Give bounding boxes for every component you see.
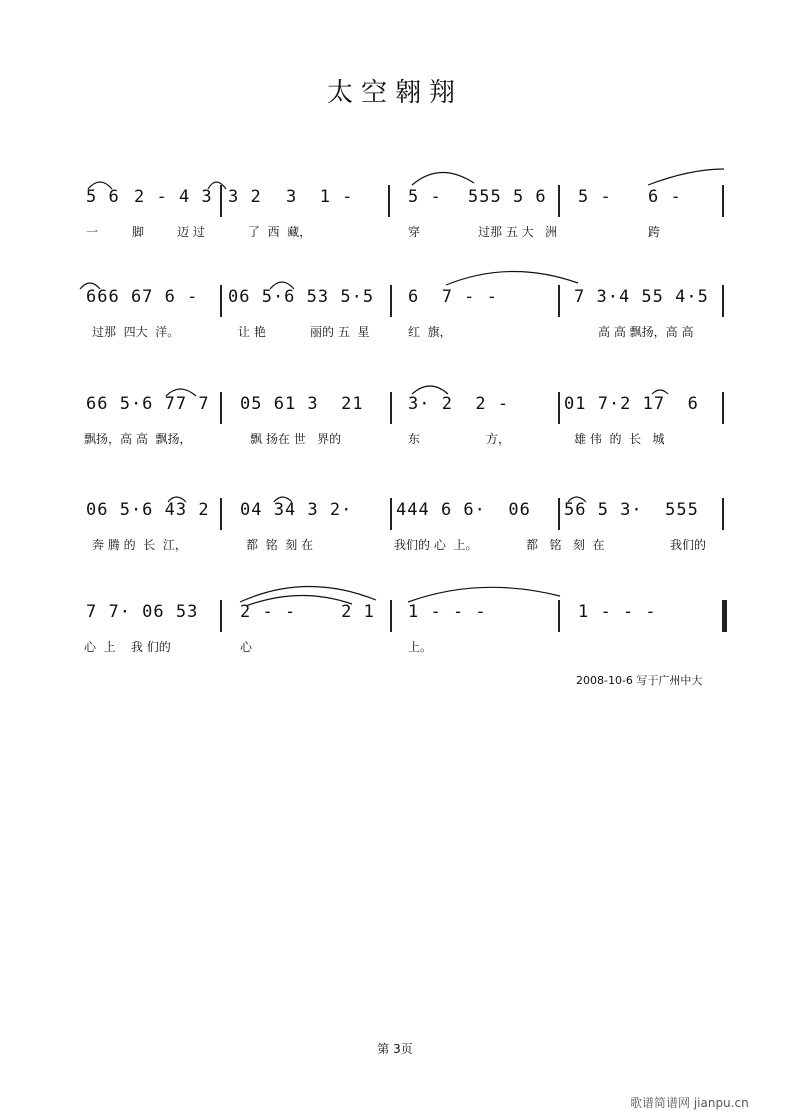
date-note: 2008-10-6 写于广州中大 [576,674,703,687]
watermark: 歌谱简谱网 jianpu.cn [630,1096,749,1110]
lyric-text: 脚 [132,225,145,239]
note-group: 2 - 4 3 [134,187,213,207]
bar-line [388,185,390,217]
bar-line [558,285,560,317]
score-line [0,165,790,275]
lyric-text: 丽的 五 星 [310,325,370,339]
bar-line [390,498,392,530]
score-line [0,478,790,588]
lyric-text: 我们的 [670,538,707,552]
lyric-text: 飘 扬在 世 界的 [250,432,342,446]
lyric-text: 都 铭 刻 在 [246,538,314,552]
note-group: 1 - - - [408,602,487,622]
bar-line [722,498,724,530]
lyric-text: 心 上 我 们的 [84,640,171,654]
bar-line [558,392,560,424]
note-group: 05 61 3 21 [240,394,364,414]
page-title: 太空翱翔 [326,78,463,108]
note-group: 06 5·6 53 5·5 [228,287,375,307]
slur-mark [412,172,474,185]
slur-mark [648,169,724,185]
bar-line [558,185,560,217]
page-number: 第 3页 [377,1042,413,1056]
bar-line [220,498,222,530]
note-group: 5 - [408,187,442,207]
lyric-text: 高 高 飘扬，高 高 [598,325,694,339]
lyric-text: 过那 五 大 洲 [478,225,558,239]
note-group: 1 - - - [578,602,657,622]
bar-line [390,392,392,424]
note-group: 444 6 6· 06 [396,500,531,520]
lyric-text: 方， [486,432,511,446]
note-group: 01 7·2 17 6 [564,394,699,414]
lyric-text: 心 [240,640,253,654]
bar-line [220,600,222,632]
lyric-text: 迈 过 [177,225,205,239]
note-group: 56 5 3· 555 [564,500,699,520]
lyric-text: 我们的 心 上。 [394,538,478,552]
note-group: 7 3·4 55 4·5 [574,287,709,307]
note-group: 7 7· 06 53 [86,602,199,622]
lyric-text: 奔 腾 的 长 江， [92,538,187,552]
lyric-text: 让 艳 [238,325,266,339]
lyric-text: 穿 [408,225,421,239]
note-group: 5 6 [86,187,120,207]
bar-line [220,392,222,424]
bar-line [558,600,560,632]
lyric-text: 跨 [648,225,661,239]
note-group: 66 5·6 77 7 [86,394,210,414]
bar-line [390,285,392,317]
note-group: 666 67 6 - [86,287,199,307]
bar-line [722,285,724,317]
lyric-text: 都 铭 刻 在 [526,538,605,552]
note-group: 555 5 6 [468,187,547,207]
note-group: 3 2 [228,187,262,207]
lyric-text: 飘扬，高 高 飘扬， [84,432,192,446]
slur-mark [408,587,560,602]
score-line [0,372,790,482]
slur-mark [412,386,448,394]
lyric-text: 雄 伟 的 长 城 [574,432,665,446]
lyric-text: 红 旗， [408,325,452,339]
lyric-text: 上。 [408,640,433,654]
note-group: 04 34 3 2· [240,500,353,520]
lyric-text: 东 [408,432,421,446]
note-group: 6 - [648,187,682,207]
slur-mark [240,586,376,602]
lyric-text: 过那 四大 洋。 [92,325,180,339]
final-bar-line [724,600,727,632]
bar-line [390,600,392,632]
note-group: 2 - - 2 1 [240,602,375,622]
bar-line [220,185,222,217]
lyric-text: 了 西 藏， [248,225,312,239]
slur-mark [446,271,578,285]
note-group: 06 5·6 43 2 [86,500,210,520]
lyric-text: 一 [86,225,99,239]
note-group: 3 1 - [286,187,354,207]
bar-line [722,392,724,424]
bar-line [722,185,724,217]
score-line [0,265,790,375]
note-group: 3· 2 2 - [408,394,510,414]
note-group: 6 7 - - [408,287,498,307]
bar-line [558,498,560,530]
note-group: 5 - [578,187,612,207]
bar-line [220,285,222,317]
